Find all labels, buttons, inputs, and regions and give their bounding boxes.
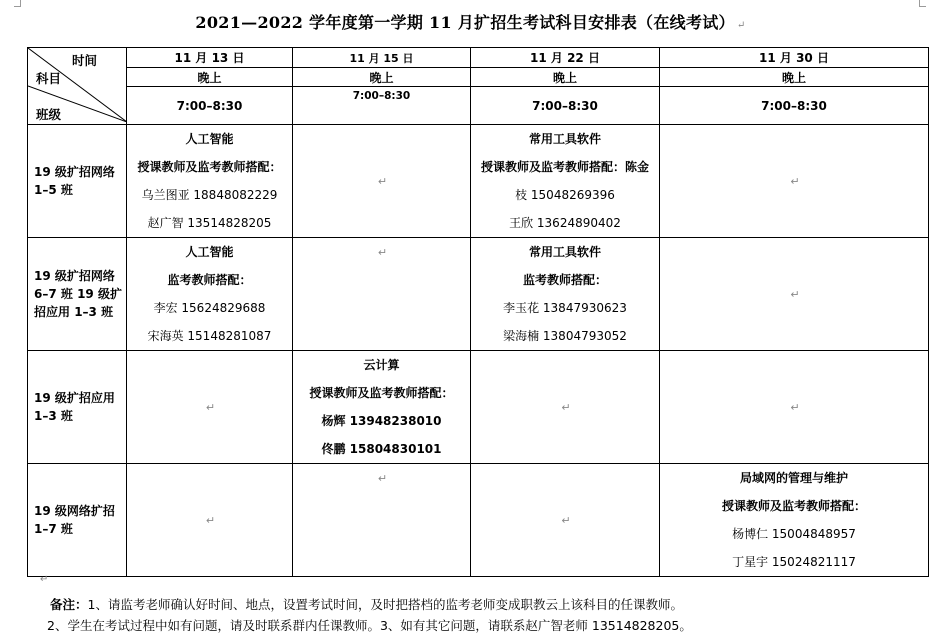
exam-cell	[471, 125, 660, 238]
course-name: 局域网的管理与维护	[739, 471, 848, 485]
paragraph-mark: ↵	[40, 574, 49, 585]
crop-mark-top-right	[919, 0, 926, 7]
empty-cell: ↵	[127, 351, 293, 464]
session-header: 晚上	[660, 68, 929, 87]
teacher-pairing-label: 监考教师搭配：	[522, 273, 607, 287]
teacher-contact: 杨博仁 15004848957	[732, 527, 856, 541]
session-header: 晚上	[293, 68, 471, 87]
class-cell	[28, 238, 127, 351]
class-line: 19 级网络扩招	[34, 504, 115, 518]
time-header: 7:00–8:30	[471, 87, 660, 125]
teacher-pairing-label: 授课教师及监考教师搭配：	[721, 499, 866, 513]
class-line: 1–3 班	[34, 409, 73, 423]
teacher-contact: 丁星宇 15024821117	[732, 555, 856, 569]
notes-section	[47, 594, 692, 636]
date-header: 11 月 15 日	[293, 48, 471, 68]
class-cell	[28, 125, 127, 238]
empty-cell: ↵	[471, 351, 660, 464]
time-header: 7:00–8:30	[127, 87, 293, 125]
empty-cell: ↵	[293, 464, 471, 577]
teacher-contact: 乌兰图亚 18848082229	[141, 188, 278, 202]
exam-schedule-table	[27, 47, 929, 577]
class-cell	[28, 464, 127, 577]
table-corner-header	[28, 48, 127, 125]
teacher-contact: 佟鹏 15804830101	[321, 442, 442, 456]
date-header: 11 月 22 日	[471, 48, 660, 68]
crop-mark-top-left	[14, 0, 21, 7]
class-line: 19 级扩招应用	[34, 391, 115, 405]
teacher-contact: 王欣 13624890402	[509, 216, 621, 230]
empty-cell: ↵	[660, 125, 929, 238]
course-name: 常用工具软件	[528, 245, 601, 259]
course-name: 常用工具软件	[528, 132, 601, 146]
class-cell	[28, 351, 127, 464]
class-line: 1–7 班	[34, 522, 73, 536]
notes-label: 备注：	[50, 597, 88, 612]
corner-class-label: 班级	[36, 107, 62, 122]
document-title: 2021—2022 学年度第一学期 11 月扩招生考试科目安排表（在线考试） ↵	[195, 13, 746, 32]
exam-cell	[660, 464, 929, 577]
exam-cell	[471, 238, 660, 351]
note-line-1: 备注：1、请监考老师确认好时间、地点，设置考试时间，及时把搭档的监考老师变成职教云上该科目的任课教师。	[50, 597, 683, 612]
exam-cell	[293, 351, 471, 464]
session-header: 晚上	[127, 68, 293, 87]
class-line: 19 级扩招应用	[34, 287, 122, 319]
course-name: 人工智能	[185, 245, 234, 259]
teacher-contact: 杨辉 13948238010	[321, 414, 442, 428]
empty-cell: ↵	[293, 238, 471, 351]
course-name: 人工智能	[185, 132, 234, 146]
exam-cell	[127, 125, 293, 238]
time-header: 7:00–8:30	[293, 87, 471, 125]
corner-subject-label: 科目	[36, 71, 62, 86]
teacher-pairing-label: 监考教师搭配：	[167, 273, 252, 287]
class-line: 19 级扩招网络	[34, 165, 115, 179]
course-name: 云计算	[363, 358, 400, 372]
empty-cell: ↵	[660, 351, 929, 464]
class-line: 1–5 班	[34, 183, 73, 197]
time-header: 7:00–8:30	[660, 87, 929, 125]
teacher-contact: 李宏 15624829688	[153, 301, 266, 315]
empty-cell: ↵	[127, 464, 293, 577]
teacher-contact: 李玉花 13847930623	[503, 301, 627, 315]
class-line: 6–7 班	[34, 287, 73, 301]
class-line: 1–3 班	[74, 305, 114, 319]
note-line-2: 2、学生在考试过程中如有问题，请及时联系群内任课教师。3、如有其它问题，请联系赵广智老师 13514828205。	[47, 618, 692, 633]
class-line: 19 级扩招网络	[34, 269, 115, 283]
session-header: 晚上	[471, 68, 660, 87]
paragraph-mark: ↵	[736, 20, 746, 31]
teacher-pairing-label: 授课教师及监考教师搭配：陈金	[480, 160, 649, 174]
teacher-contact: 赵广智 13514828205	[147, 216, 272, 230]
teacher-contact: 宋海英 15148281087	[147, 329, 272, 343]
date-header: 11 月 30 日	[660, 48, 929, 68]
empty-cell: ↵	[660, 238, 929, 351]
teacher-pairing-label: 授课教师及监考教师搭配：	[309, 386, 454, 400]
teacher-contact: 枝 15048269396	[515, 188, 615, 202]
empty-cell: ↵	[293, 125, 471, 238]
empty-cell: ↵	[471, 464, 660, 577]
exam-cell	[127, 238, 293, 351]
date-header: 11 月 13 日	[127, 48, 293, 68]
teacher-contact: 梁海楠 13804793052	[503, 329, 627, 343]
corner-time-label: 时间	[72, 53, 98, 68]
teacher-pairing-label: 授课教师及监考教师搭配：	[137, 160, 282, 174]
